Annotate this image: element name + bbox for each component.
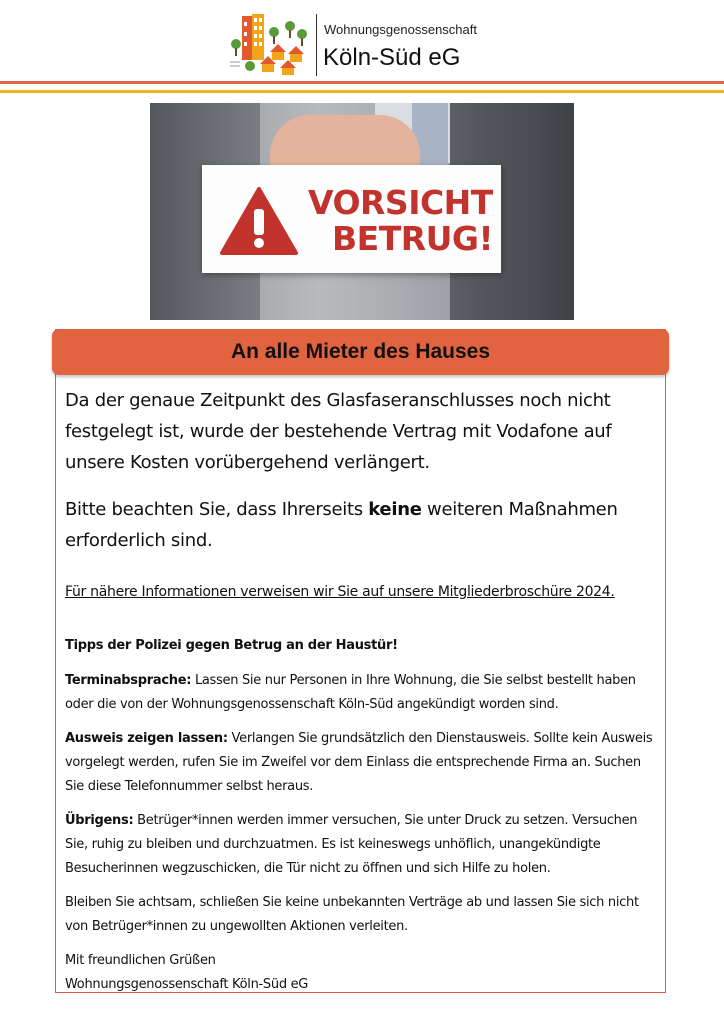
brochure-reference: Für nähere Informationen verweisen wir Sie auf unsere Mitgliederbroschüre 2024. bbox=[65, 584, 615, 600]
tip-item-id-check bbox=[65, 727, 660, 799]
card-text-line1: VORSICHT bbox=[308, 183, 493, 222]
header-rule-yellow bbox=[0, 90, 724, 93]
greeting: Mit freundlichen Grüßen bbox=[65, 953, 216, 968]
logo-divider bbox=[316, 14, 317, 76]
tip-text: Betrüger*innen werden immer versuchen, Sie unter Druck zu setzen. Versuchen Sie, ruhig zu bleiben und durchzuatmen. Es ist keineswegs unhöflich, unangekündigte Besucherinnen wegzuschicken, die Tür nicht zu öffnen und sich Hilfe zu holen. bbox=[65, 813, 638, 876]
closing-advice: Bleiben Sie achtsam, schließen Sie keine unbekannten Verträge ab und lassen Sie sich nicht von Betrüger*innen zu ungewollten Aktionen verleiten. bbox=[65, 895, 639, 934]
notice-body bbox=[65, 385, 660, 602]
header-rule-red bbox=[0, 81, 724, 84]
tip-text: Verlangen Sie grundsätzlich den Dienstausweis. Sollte kein Ausweis vorgelegt werden, rufen Sie im Zweifel vor dem Einlass die entsprechende Firma an. Suchen Sie diese Telefonnummer selbst heraus. bbox=[65, 731, 653, 794]
tip-item-appointment bbox=[65, 669, 660, 717]
signature-block bbox=[65, 949, 660, 997]
tip-label: Ausweis zeigen lassen: bbox=[65, 731, 228, 746]
card-text-line2: BETRUG! bbox=[332, 219, 494, 258]
tip-label: Terminabsprache: bbox=[65, 673, 192, 688]
warning-card bbox=[202, 165, 501, 273]
p2-text-after: weiteren Maßnahmen erforderlich sind. bbox=[65, 499, 618, 551]
warning-photo bbox=[150, 103, 574, 320]
p2-text-bold: keine bbox=[368, 499, 422, 520]
police-tips bbox=[65, 634, 660, 997]
tip-text: Lassen Sie nur Personen in Ihre Wohnung, die Sie selbst bestellt haben oder die von der Wohnungsgenossenschaft Köln-Süd angekündigt worden sind. bbox=[65, 673, 636, 712]
warning-triangle-icon bbox=[219, 185, 299, 257]
notice-title: An alle Mieter des Hauses bbox=[230, 340, 491, 363]
org-name-line2: Köln-Süd eG bbox=[323, 44, 461, 71]
housing-logo-icon bbox=[230, 12, 310, 76]
tip-item-by-the-way bbox=[65, 809, 660, 881]
signature: Wohnungsgenossenschaft Köln-Süd eG bbox=[65, 977, 309, 992]
notice-paragraph-1: Da der genaue Zeitpunkt des Glasfaseranschlusses noch nicht festgelegt ist, wurde der bestehende Vertrag mit Vodafone auf unsere Kosten vorübergehend verlängert. bbox=[65, 390, 612, 473]
header bbox=[0, 0, 724, 80]
tip-label: Übrigens: bbox=[65, 813, 134, 828]
notice-paragraph-2 bbox=[65, 494, 660, 556]
p2-text-before: Bitte beachten Sie, dass Ihrerseits bbox=[65, 499, 369, 520]
org-name-line1: Wohnungsgenossenschaft bbox=[324, 22, 477, 37]
tips-title: Tipps der Polizei gegen Betrug an der Haustür! bbox=[65, 638, 398, 653]
notice-banner bbox=[52, 329, 669, 375]
